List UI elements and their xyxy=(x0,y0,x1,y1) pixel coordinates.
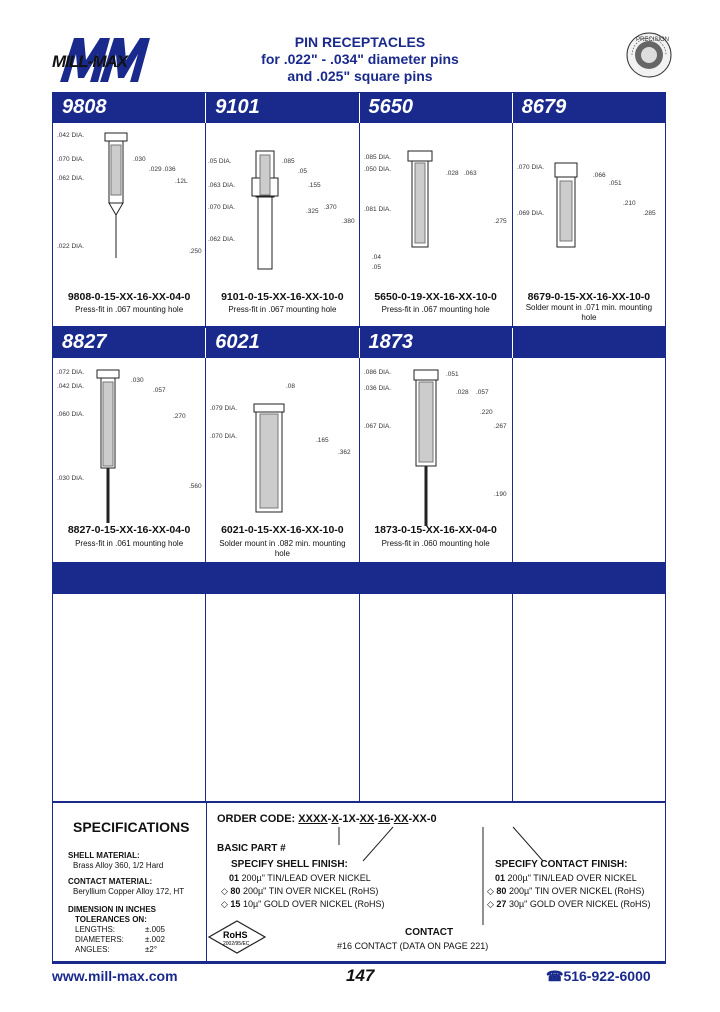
dim-label: .270 xyxy=(173,413,186,420)
dim-label: .030 xyxy=(133,156,146,163)
part-number: 9101-0-15-XX-16-XX-10-0 xyxy=(221,291,344,303)
dim-label: .380 xyxy=(342,218,355,225)
part-number: 6021-0-15-XX-16-XX-10-0 xyxy=(221,524,344,536)
dim-label: .029 xyxy=(149,166,162,173)
contact-finish-label: SPECIFY CONTACT FINISH: xyxy=(495,859,628,870)
dim-label: .070 DIA. xyxy=(210,433,238,440)
phone-number: ☎516-922-6000 xyxy=(546,968,651,984)
product-row-3 xyxy=(52,563,666,802)
dim-label: .362 xyxy=(338,449,351,456)
empty-cell xyxy=(206,594,359,801)
dim-label: .036 xyxy=(163,166,176,173)
dim-label: .042 DIA. xyxy=(57,383,85,390)
product-code xyxy=(513,328,665,358)
specs-column xyxy=(53,803,207,961)
precision-seal xyxy=(626,32,672,78)
page-title: PIN RECEPTACLES for .022" - .034" diameter pins and .025" square pins xyxy=(261,34,459,84)
dim-label: .085 xyxy=(282,158,295,165)
dim-label: .085 DIA. xyxy=(363,154,391,161)
dim-label: .12L xyxy=(175,178,188,185)
product-cell-empty xyxy=(513,358,665,562)
dim-label: .022 DIA. xyxy=(57,243,85,250)
product-code: 1873 xyxy=(360,328,513,358)
contact-option[interactable]: ◇ 27 30µ" GOLD OVER NICKEL (RoHS) xyxy=(487,899,651,909)
shell-finish-label: SPECIFY SHELL FINISH: xyxy=(231,859,348,870)
product-code: 8679 xyxy=(521,96,567,118)
dim-label: .062 DIA. xyxy=(57,175,85,182)
product-cell-8679[interactable] xyxy=(513,123,665,326)
dim-label: .325 xyxy=(306,208,319,215)
rohs-badge xyxy=(207,919,267,955)
dim-label: .079 DIA. xyxy=(210,405,238,412)
dim-label: .070 DIA. xyxy=(208,204,236,211)
dim-label: .250 xyxy=(189,248,202,255)
row1-band xyxy=(53,93,665,123)
mount-note: Press-fit in .067 mounting hole xyxy=(75,305,184,314)
dim-label: .062 DIA. xyxy=(208,236,236,243)
mount-note: Press-fit in .067 mounting hole xyxy=(381,305,490,314)
dim-label: .028 xyxy=(445,170,459,177)
shell-option[interactable]: 01 200µ" TIN/LEAD OVER NICKEL xyxy=(229,873,371,883)
product-cell-9101[interactable] xyxy=(206,123,359,326)
dim-label: .05 DIA. xyxy=(208,158,232,165)
product-code: 9101 xyxy=(206,93,359,123)
tolerance-row: DIAMETERS: ±.002 xyxy=(75,935,165,944)
dimension-label: DIMENSION IN INCHES xyxy=(68,905,157,914)
tolerance-label: TOLERANCES ON: xyxy=(75,915,147,924)
order-code: ORDER CODE: XXXX-X-1X-XX-16-XX-XX-0 xyxy=(217,813,437,825)
rohs-label: RoHS xyxy=(223,930,248,940)
contact-material-label: CONTACT MATERIAL: xyxy=(68,877,153,886)
tolerance-row: ANGLES: ±2° xyxy=(75,945,158,954)
footer-divider xyxy=(52,962,666,964)
row2-band xyxy=(53,328,665,358)
mount-note: Press-fit in .060 mounting hole xyxy=(381,539,490,548)
dim-label: .086 DIA. xyxy=(363,369,391,376)
dim-label: .370 xyxy=(324,204,337,211)
rohs-sub: 2002/95/EC xyxy=(223,941,250,947)
empty-cell xyxy=(360,594,513,801)
dim-label: .069 DIA. xyxy=(516,210,544,217)
dim-label: .057 xyxy=(153,387,166,394)
dim-label: .08 xyxy=(286,383,296,390)
product-cell-9808[interactable] xyxy=(53,123,206,326)
dim-label: .285 xyxy=(642,210,656,217)
part-number: 5650-0-19-XX-16-XX-10-0 xyxy=(374,291,497,303)
product-code: 9808 xyxy=(53,93,206,123)
product-cell-6021[interactable] xyxy=(206,358,359,562)
page-number: 147 xyxy=(346,966,375,985)
part-number: 8679-0-15-XX-16-XX-10-0 xyxy=(527,291,651,303)
dim-label: .060 DIA. xyxy=(57,411,85,418)
contact-material-value: Beryllium Copper Alloy 172, HT xyxy=(73,887,185,896)
dim-label: .030 xyxy=(131,377,144,384)
dim-label: .05 xyxy=(298,168,308,175)
dim-label: .267 xyxy=(493,423,507,430)
dim-label: .190 xyxy=(493,491,507,498)
dim-label: .05 xyxy=(371,264,381,271)
contact-label: CONTACT xyxy=(405,927,454,938)
dim-label: .042 DIA. xyxy=(57,132,85,139)
dim-label: .275 xyxy=(493,218,507,225)
dim-label: .051 xyxy=(608,180,622,187)
product-cell-5650[interactable] xyxy=(360,123,513,326)
product-code: 5650 xyxy=(360,93,513,123)
dim-label: .155 xyxy=(308,182,321,189)
contact-option[interactable]: 01 200µ" TIN/LEAD OVER NICKEL xyxy=(495,873,637,883)
specs-title: SPECIFICATIONS xyxy=(73,819,190,835)
product-code: 6021 xyxy=(206,328,359,358)
dim-label: .063 xyxy=(463,170,477,177)
shell-option[interactable]: ◇ 15 10µ" GOLD OVER NICKEL (RoHS) xyxy=(221,899,385,909)
dim-label: .04 xyxy=(371,254,381,261)
dim-label: .081 DIA. xyxy=(363,206,391,213)
contact-note: #16 CONTACT (DATA ON PAGE 221) xyxy=(337,941,489,951)
dim-label: .050 DIA. xyxy=(363,166,391,173)
dim-label: .057 xyxy=(475,389,489,396)
product-row-1 xyxy=(52,92,666,327)
website-link[interactable]: www.mill-max.com xyxy=(52,968,178,984)
dim-label: .072 DIA. xyxy=(57,369,85,376)
contact-option[interactable]: ◇ 80 200µ" TIN OVER NICKEL (RoHS) xyxy=(487,886,645,896)
brand-name: MILL-MAX xyxy=(52,52,128,71)
product-cell-1873[interactable] xyxy=(360,358,513,562)
dim-label: .067 DIA. xyxy=(363,423,391,430)
mount-note: Solder mount in .082 min. mounting hole xyxy=(219,539,346,558)
dim-label: .560 xyxy=(189,483,202,490)
product-cell-8827[interactable] xyxy=(53,358,206,562)
part-number: 8827-0-15-XX-16-XX-04-0 xyxy=(67,524,191,536)
dim-label: .036 DIA. xyxy=(363,385,391,392)
shell-material-label: SHELL MATERIAL: xyxy=(68,851,140,860)
part-number: 9808-0-15-XX-16-XX-04-0 xyxy=(67,291,191,303)
dim-label: .066 xyxy=(592,172,606,179)
part-number: 1873-0-15-XX-16-XX-04-0 xyxy=(374,524,497,536)
empty-cell xyxy=(513,594,665,801)
tolerance-row: LENGTHS: ±.005 xyxy=(75,925,165,934)
mount-note: Solder mount in .071 min. mounting hole xyxy=(525,303,653,322)
dim-label: .070 DIA. xyxy=(516,164,544,171)
basic-part-label: BASIC PART # xyxy=(217,843,286,854)
dim-label: .220 xyxy=(479,409,493,416)
shell-option[interactable]: ◇ 80 200µ" TIN OVER NICKEL (RoHS) xyxy=(221,886,379,896)
dim-label: .028 xyxy=(455,389,469,396)
seal-text: PRECISION xyxy=(636,37,670,43)
dim-label: .051 xyxy=(445,371,459,378)
dim-label: .165 xyxy=(316,437,329,444)
empty-cell xyxy=(53,594,206,801)
product-row-2 xyxy=(52,327,666,563)
row3-band xyxy=(53,564,665,594)
dim-label: .210 xyxy=(622,200,636,207)
product-code: 8827 xyxy=(53,328,206,358)
phone-icon: ☎ xyxy=(546,968,564,984)
dim-label: .030 DIA. xyxy=(57,475,85,482)
mount-note: Press-fit in .067 mounting hole xyxy=(228,305,337,314)
shell-material-value: Brass Alloy 360, 1/2 Hard xyxy=(73,861,164,870)
specifications-panel xyxy=(52,802,666,962)
mount-note: Press-fit in .061 mounting hole xyxy=(75,539,184,548)
dim-label: .063 DIA. xyxy=(208,182,236,189)
dim-label: .070 DIA. xyxy=(57,156,85,163)
